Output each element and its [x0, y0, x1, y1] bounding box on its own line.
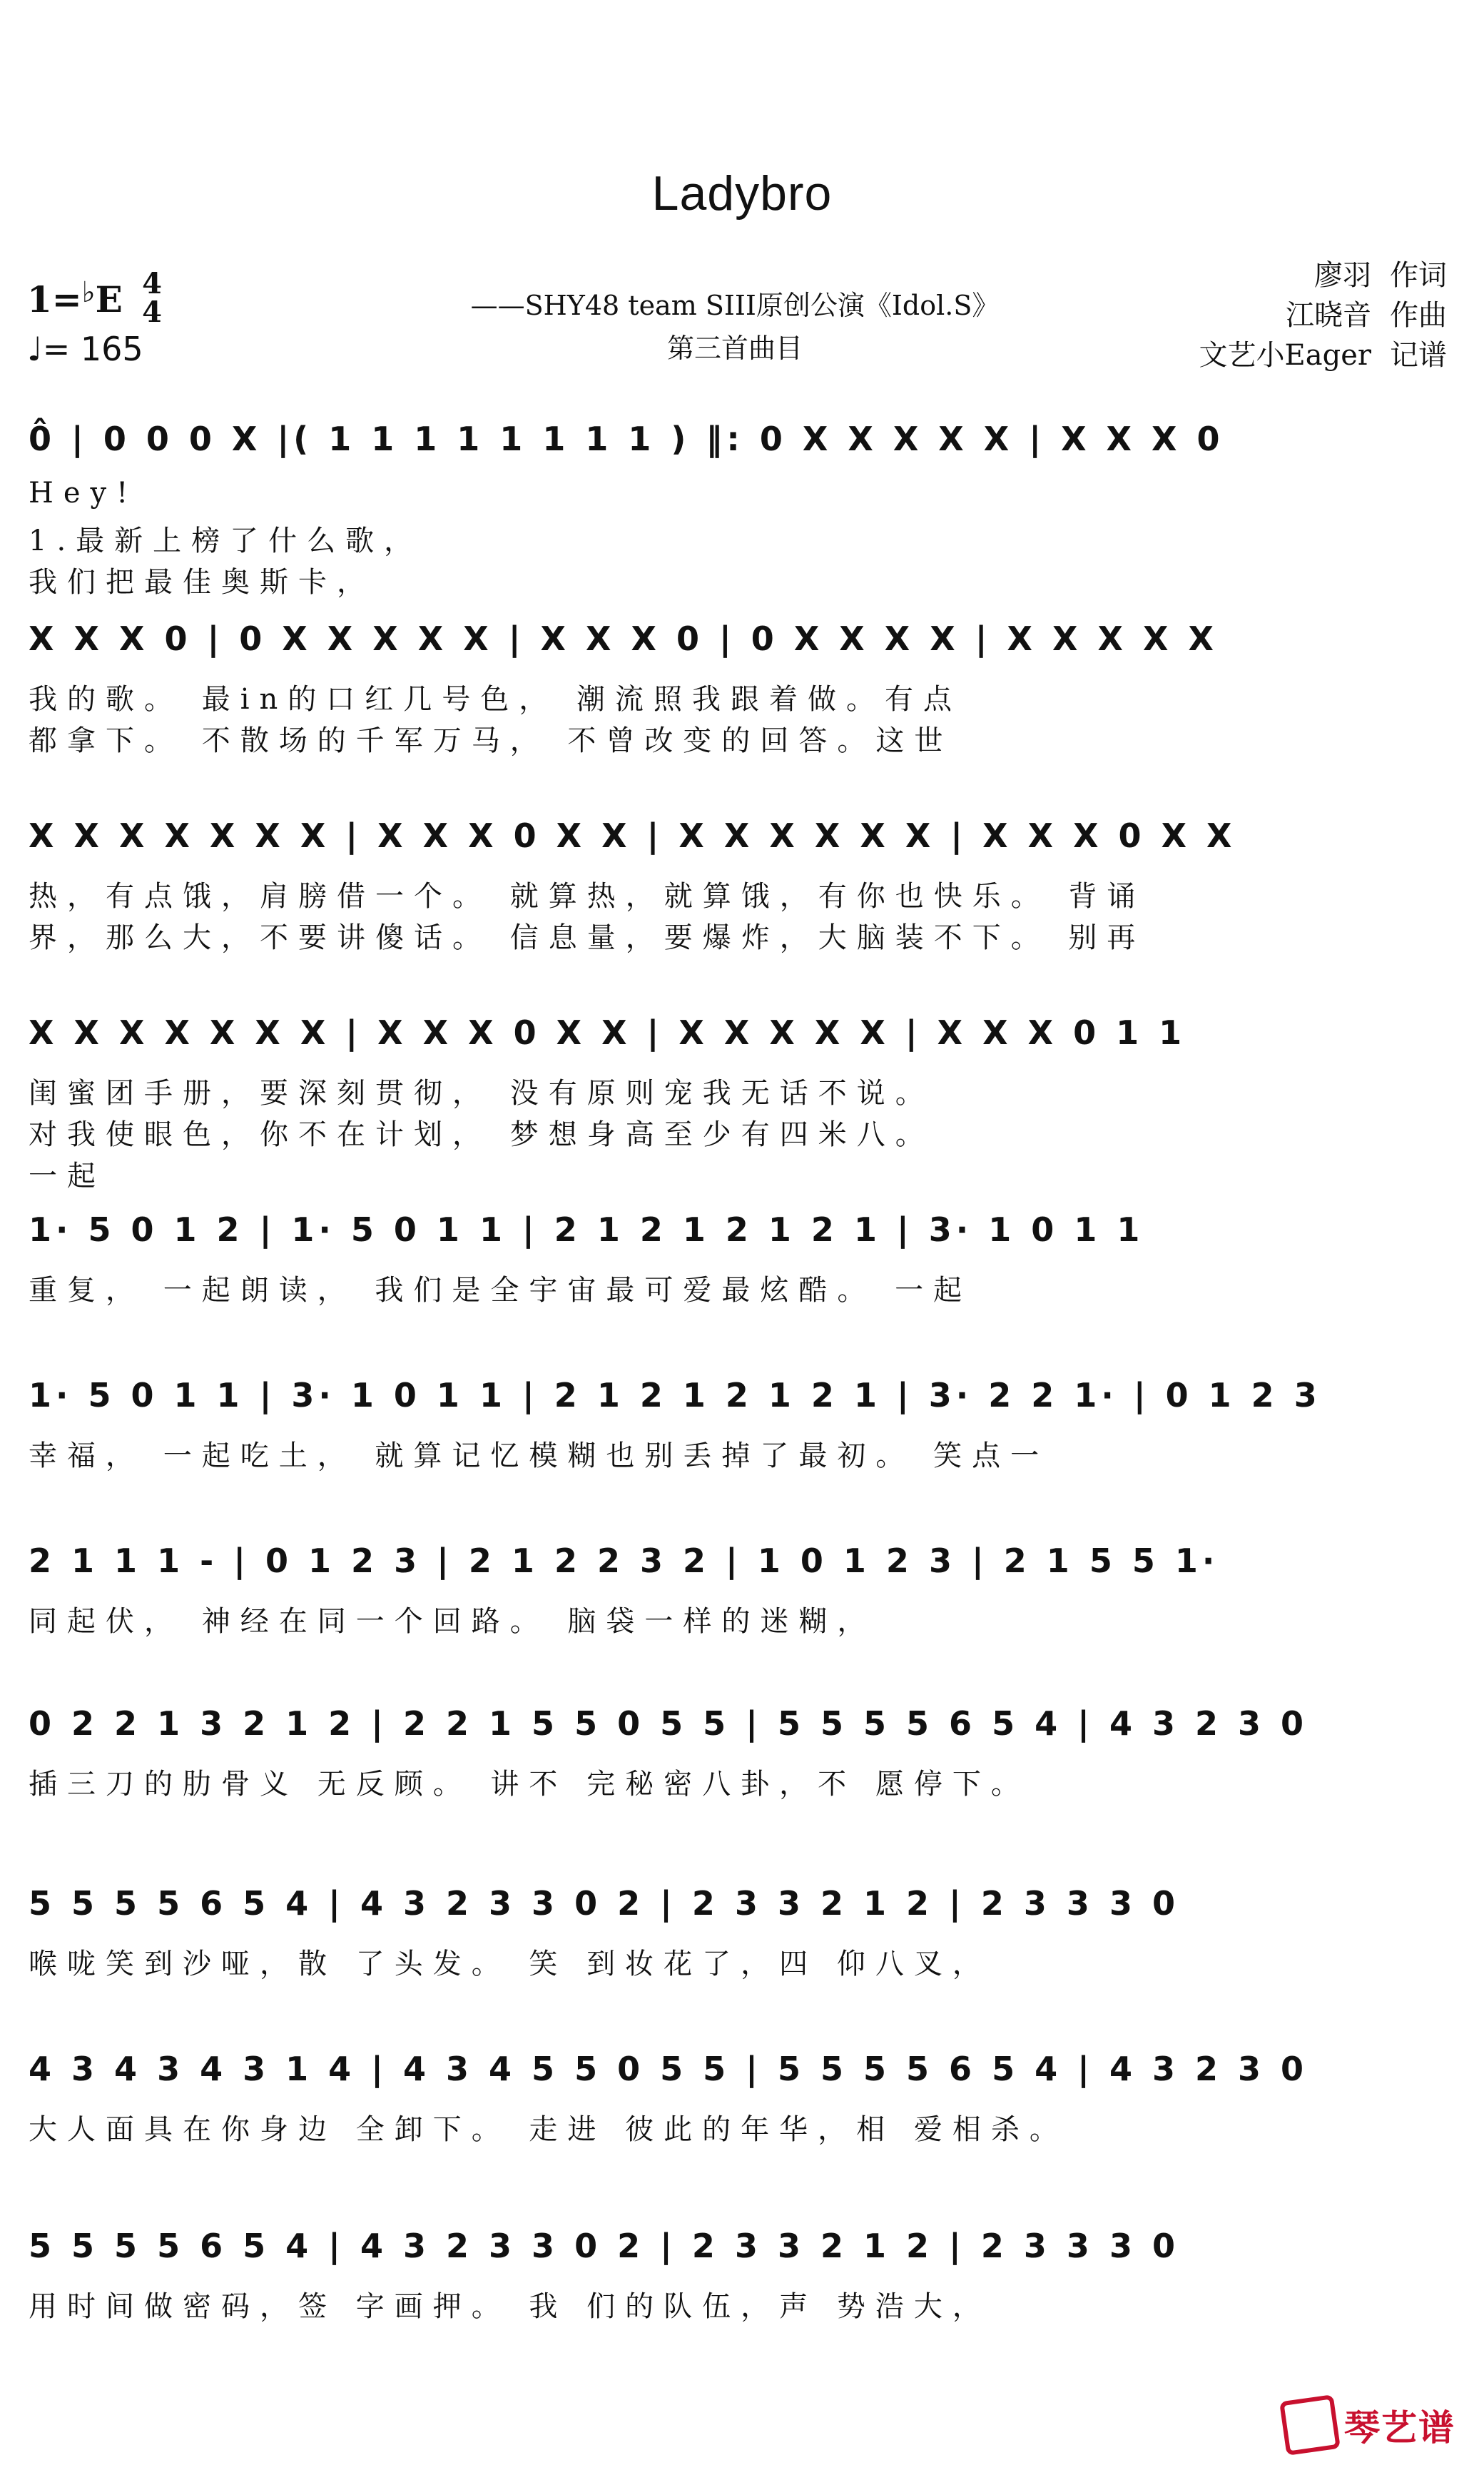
notes-line: 0 2 2 1 3 2 1 2 | 2 2 1 5 5 0 5 5 | 5 5 5 5 6 5 4 | 4 3 2 3 0 [29, 1704, 1308, 1743]
subtitle-source: ——SHY48 team SIII原创公演《Idol.S》 [470, 290, 1000, 321]
logo-icon [1279, 2394, 1341, 2456]
lyric-line: 对我使眼色，你不在计划， 梦想身高至少有四米八。 [29, 1118, 934, 1151]
notes-line: X X X X X X X | X X X 0 X X | X X X X X X | X X X 0 X X [29, 816, 1236, 855]
lyric-line: 幸福， 一起吃土， 就算记忆模糊也别丢掉了最初。 笑点一 [29, 1439, 1050, 1472]
logo-text: 琴艺谱 [1344, 2407, 1455, 2449]
notes-line: 2 1 1 1 - | 0 1 2 3 | 2 1 2 2 3 2 | 1 0 1 2 3 | 2 1 5 5 1· [29, 1542, 1219, 1580]
notes-line: 5 5 5 5 6 5 4 | 4 3 2 3 3 0 2 | 2 3 3 2 1 2 | 2 3 3 3 0 [29, 1884, 1179, 1923]
lyricist-role: 作词 [1390, 259, 1447, 292]
flat-sign: ♭ [81, 275, 96, 309]
composer-role: 作曲 [1390, 299, 1447, 332]
lyric-line: 热，有点饿，肩膀借一个。 就算热，就算饿，有你也快乐。 背诵 [29, 880, 1146, 913]
time-signature [140, 267, 164, 329]
lyric-line: 我的歌。 最in的口红几号色， 潮流照我跟着做。有点 [29, 683, 962, 716]
lyric-line: 界，那么大，不要讲傻话。 信息量，要爆炸，大脑装不下。 别再 [29, 921, 1146, 954]
lyric-line: 同起伏， 神经在同一个回路。 脑袋一样的迷糊， [29, 1605, 876, 1638]
notes-line: 5 5 5 5 6 5 4 | 4 3 2 3 3 0 2 | 2 3 3 2 1 2 | 2 3 3 3 0 [29, 2227, 1179, 2265]
composer-name: 江晓音 [1286, 299, 1371, 332]
notes-line: X X X 0 | 0 X X X X X | X X X 0 | 0 X X X X | X X X X X [29, 619, 1218, 658]
subtitle [400, 284, 1070, 370]
credits [1199, 255, 1447, 375]
lyric-line: 插三刀的肋骨义 无反顾。 讲不 完秘密八卦，不 愿停下。 [29, 1768, 1030, 1801]
lyricist-name: 廖羽 [1314, 259, 1371, 292]
lyric-line: 1.最新上榜了什么歌， [29, 525, 423, 557]
transcriber-name: 文艺小Eager [1199, 339, 1371, 372]
lyric-line: 大人面具在你身边 全卸下。 走进 彼此的年华，相 爱相杀。 [29, 2113, 1068, 2146]
notes-line: 4 3 4 3 4 3 1 4 | 4 3 4 5 5 0 5 5 | 5 5 5 5 6 5 4 | 4 3 2 3 0 [29, 2050, 1308, 2088]
notes-line: 1· 5 0 1 2 | 1· 5 0 1 1 | 2 1 2 1 2 1 2 1 | 3· 1 0 1 1 [29, 1210, 1144, 1249]
key-prefix: 1= [27, 278, 82, 320]
lyric-line: Hey! [29, 477, 138, 510]
key-letter: E [95, 278, 123, 320]
transcriber-role: 记谱 [1390, 339, 1447, 372]
time-denominator: 4 [142, 295, 162, 329]
lyric-line: 一起 [29, 1160, 106, 1193]
lyric-line: 都拿下。 不散场的千军万马， 不曾改变的回答。这世 [29, 724, 953, 757]
key-signature [27, 275, 123, 320]
time-numerator: 4 [142, 267, 162, 300]
subtitle-track: 第三首曲目 [666, 333, 803, 364]
notes-line: 1· 5 0 1 1 | 3· 1 0 1 1 | 2 1 2 1 2 1 2 1 | 3· 2 2 1· | 0 1 2 3 [29, 1376, 1321, 1414]
site-logo [1283, 2398, 1455, 2452]
lyric-line: 我们把最佳奥斯卡， [29, 566, 375, 599]
lyric-line: 重复， 一起朗读， 我们是全宇宙最可爱最炫酷。 一起 [29, 1274, 972, 1307]
lyric-line: 闺蜜团手册，要深刻贯彻， 没有原则宠我无话不说。 [29, 1077, 934, 1110]
tempo-marking: ♩= 165 [27, 330, 143, 368]
notes-line: 0̂ | 0 0 0 X |( 1 1 1 1 1 1 1 1 ) ‖: 0 X X X X X | X X X 0 [29, 420, 1224, 458]
notes-line: X X X X X X X | X X X 0 X X | X X X X X | X X X 0 1 1 [29, 1013, 1186, 1052]
lyric-line: 用时间做密码，签 字画押。 我 们的队伍，声 势浩大， [29, 2290, 991, 2323]
song-title: Ladybro [651, 166, 833, 221]
lyric-line: 喉咙笑到沙哑，散 了头发。 笑 到妆花了，四 仰八叉， [29, 1948, 991, 1980]
